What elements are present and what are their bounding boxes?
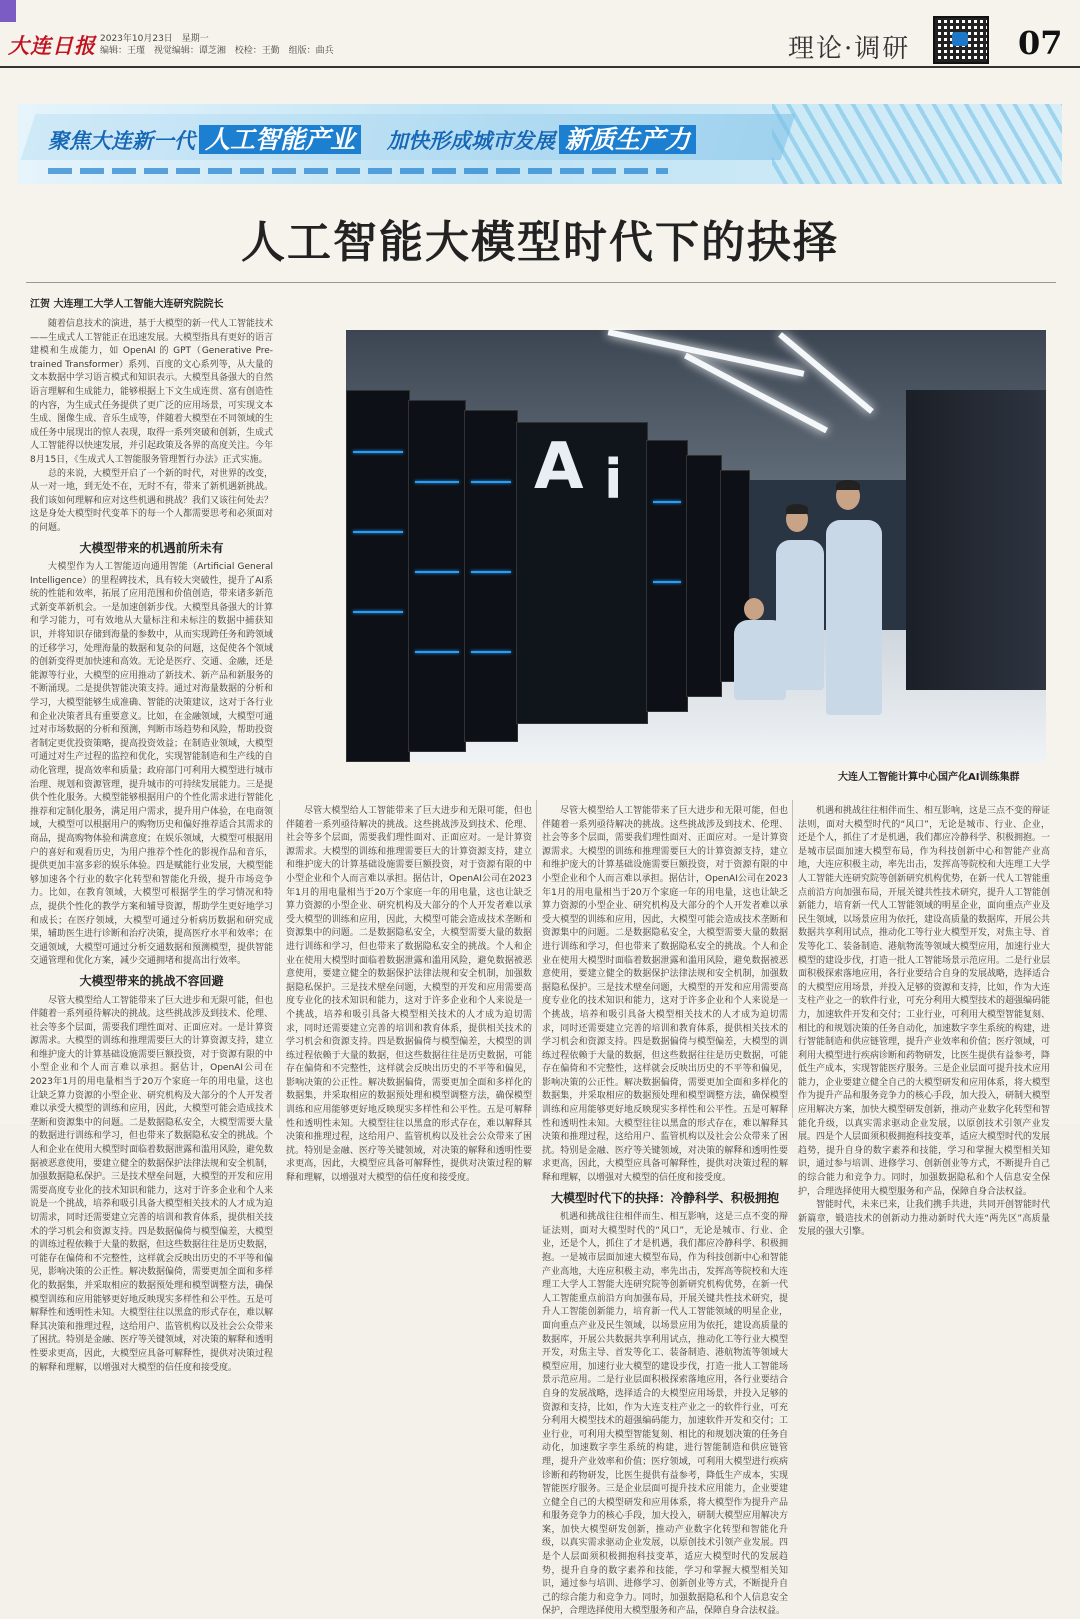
column-divider [536, 800, 537, 1118]
server-rack [346, 390, 410, 762]
article-column-4 [798, 805, 1051, 1238]
banner-part-1: 聚焦大连新一代 [48, 129, 195, 153]
proofreader-credit: 校检：王勤 [234, 46, 280, 56]
banner-text [48, 120, 696, 156]
masthead-rule [0, 66, 1080, 68]
typesetter-credit: 组版：曲兵 [288, 46, 334, 56]
section-1-heading: 大模型带来的机遇前所未有 [79, 540, 224, 555]
server-rack [686, 455, 722, 697]
photo-caption: 大连人工智能计算中心国产化AI训练集群 [838, 772, 1020, 783]
article-byline: 江贺 大连理工大学人工智能大连研究院院长 [30, 299, 224, 310]
article-photo [346, 330, 1046, 762]
column-divider [792, 800, 793, 1118]
masthead [0, 0, 1080, 70]
headline-rule [26, 282, 1056, 283]
server-rack [464, 410, 518, 742]
photo-right-racks [906, 390, 1046, 690]
server-rack [646, 440, 688, 712]
article-headline: 人工智能大模型时代下的抉择 [241, 217, 839, 268]
photo-person-standing [776, 540, 824, 690]
article-column-1 [30, 318, 274, 1373]
section-3-heading: 大模型时代下的抉择：冷静科学、积极拥抱 [550, 1190, 779, 1205]
editor-credits [100, 43, 340, 56]
section-name: 理论·调研 [788, 34, 911, 64]
column-divider [279, 800, 280, 1118]
intro-paragraph: 总的来说，大模型开启了一个新的时代，对世界的改变，从一对一地，到无处不在，无时不有，带来了新机遇新挑战。我们该如何理解和应对这些机遇和挑战？我们又该往何处去？这是身处大模型时代变革下的每一个人都需要思考和必须面对的问题。 [30, 468, 274, 533]
section-1-paragraph: 大模型作为人工智能迈向通用智能（Artificial General Intelligence）的里程碑技术，具有较大突破性，提升了AI系统的性能和效率，拓展了应用范围和价值创造，带来诸多新范式新变革新机会。一是加速创新步伐。大模型具备强大的计算和学习能力，可有效地从大量标注和未标注的数据中捕获知识，并将知识存储到海量的参数中，从而实现跨任务和跨领域的迁移学习，处理海量的数据和复杂的问题，这促使各个领域的创新变得更加快速和高效。无论是医疗、交通、金融，还是能源等行业，大模型的应用推动了新技术、新产品和新服务的不断涌现。二是提供智能决策支持。通过对海量数据的分析和学习，大模型能够生成准确、智能的决策建议，这对于各行业和企业决策者具有重要意义。比如，在金融领域，大模型可通过对市场数据的分析和预测，判断市场趋势和风险，帮助投资者制定更优投资策略，提高投资效益；在制造业领域，大模型可通过对生产过程的监控和优化，实现智能制造和生产线的自动化管理，提高效率和质量；政府部门可利用大模型进行城市治理、规划和资源管理，提升城市的可持续发展能力。三是提供个性化服务。大模型能够根据用户的个性化需求进行智能化推荐和定制化服务，满足用户需求，提升用户体验，在电商领域，大模型可以根据用户的购物历史和偏好推荐适合其需求的商品，提高购物体验和满意度；在娱乐领域，大模型可根据用户的喜好和观看历史，为用户推荐个性化的影视作品和音乐，提供更加丰富多彩的娱乐体验。四是赋能行业发展，大模型能够加速各个行业的数字化转型和智能化升级，提升市场竞争力。比如，在教育领域，大模型可根据学生的学习情况和特点，提供个性化的教学方案和辅导资源，帮助学生更好地学习和成长；在医疗领域，大模型可通过分析病历数据和研究成果，辅助医生进行诊断和治疗决策，提高医疗水平和效率；在交通领域，大模型可通过分析交通数据和预测模型，提供智能交通管理和优化方案，减少交通拥堵和提高出行效率。 [30, 562, 274, 967]
section-2-tail: 尽管大模型给人工智能带来了巨大进步和无限可能，但也伴随着一系列亟待解决的挑战。这些挑战涉及到技术、伦理、社会等多个层面，需要我们理性面对、正面应对。一是计算资源需求。大模型的训练和推理需要巨大的计算资源支持，建立和维护庞大的计算基础设施需要巨额投资，对于资源有限的中小型企业和个人而言难以承担。据估计，OpenAI公司在2023年1月的用电量相当于20万个家庭一年的用电量，这也让缺乏算力资源的小型企业、研究机构及大部分的个人开发者难以承受大模型的训练和应用，因此，大模型可能会造成技术垄断和资源集中的问题。二是数据隐私安全，大模型需要大量的数据进行训练和学习，但也带来了数据隐私安全的挑战。个人和企业在使用大模型时面临着数据泄露和滥用风险，避免数据被恶意使用，要建立健全的数据保护法律法规和安全机制，加强数据隐私保护。三是技术壁垒问题，大模型的开发和应用需要高度专业化的技术知识和能力，这对于许多企业和个人来说是一个挑战，培养和吸引具备大模型相关技术的人才成为迫切需求，同时还需要建立完善的培训和教育体系，提供相关技术的学习机会和资源支持。四是数据偏倚与模型偏差，大模型的训练过程依赖于大量的数据，但这些数据往往是历史数据，可能存在偏倚和不完整性，这样就会反映出历史的不平等和偏见，影响决策的公正性。解决数据偏倚，需要更加全面和多样化的数据集，并采取相应的数据预处理和模型调整方法，确保模型训练和应用能够更好地反映现实多样性和公平性。五是可解释性和透明性未知。大模型往往以黑盒的形式存在，难以解释其决策和推理过程，这给用户、监管机构以及社会公众带来了困扰。特别是金融、医疗等关键领域，对决策的解释和透明性要求更高，因此，大模型应具备可解释性，提供对决策过程的解释和理解，以增强对大模型的信任度和接受度。 [542, 806, 788, 1184]
newspaper-logo: 大连日报 [8, 33, 96, 58]
section-2-heading: 大模型带来的挑战不容回避 [79, 973, 224, 988]
banner-part-3: 加快形成城市发展 [387, 129, 556, 153]
photo-sign-letter: i [604, 448, 623, 511]
page-number: 07 [1018, 24, 1063, 62]
photo-person-standing [826, 520, 882, 715]
section-2-continued: 尽管大模型给人工智能带来了巨大进步和无限可能，但也伴随着一系列亟待解决的挑战。这些挑战涉及到技术、伦理、社会等多个层面，需要我们理性面对、正面应对。一是计算资源需求。大模型的训练和推理需要巨大的计算资源支持，建立和维护庞大的计算基础设施需要巨额投资，对于资源有限的中小型企业和个人而言难以承担。据估计，OpenAI公司在2023年1月的用电量相当于20万个家庭一年的用电量，这也让缺乏算力资源的小型企业、研究机构及大部分的个人开发者难以承受大模型的训练和应用，因此，大模型可能会造成技术垄断和资源集中的问题。二是数据隐私安全，大模型需要大量的数据进行训练和学习，但也带来了数据隐私安全的挑战。个人和企业在使用大模型时面临着数据泄露和滥用风险，避免数据被恶意使用，要建立健全的数据保护法律法规和安全机制，加强数据隐私保护。三是技术壁垒问题，大模型的开发和应用需要高度专业化的技术知识和能力，这对于许多企业和个人来说是一个挑战，培养和吸引具备大模型相关技术的人才成为迫切需求，同时还需要建立完善的培训和教育体系，提供相关技术的学习机会和资源支持。四是数据偏倚与模型偏差，大模型的训练过程依赖于大量的数据，但这些数据往往是历史数据，可能存在偏倚和不完整性，这样就会反映出历史的不平等和偏见，影响决策的公正性。解决数据偏倚，需要更加全面和多样化的数据集，并采取相应的数据预处理和模型调整方法，确保模型训练和应用能够更好地反映现实多样性和公平性。五是可解释性和透明性未知。大模型往往以黑盒的形式存在，难以解释其决策和推理过程，这给用户、监管机构以及社会公众带来了困扰。特别是金融、医疗等关键领域，对决策的解释和透明性要求更高，因此，大模型应具备可解释性，提供对决策过程的解释和理解，以增强对大模型的信任度和接受度。 [286, 806, 532, 1184]
intro-paragraph: 随着信息技术的演进，基于大模型的新一代人工智能技术——生成式人工智能正在迅速发展。大模型指具有更好的语言建模和生成能力，如 OpenAI 的 GPT（Generative Pre-trained Transformer）系列、百度的文心系列等，从大量的文本数据中学习语言模式和知识表示。大模型具备强大的自然语言理解和生成能力，能够根据上下文生成连贯、富有创造性的内容，为生成式任务提供了更广泛的应用场景，可实现文本生成、图像生成、音乐生成等，伴随着大模型在不同领域的生成任务中展现出的惊人表现，取得一系列突破和创新，生成式人工智能得以快速发展，并引起政策及各界的高度关注。今年8月15日，《生成式人工智能服务管理暂行办法》正式实施。 [30, 319, 274, 465]
article-column-2 [286, 805, 532, 1184]
editor-credit: 编辑：王瑾 [100, 46, 146, 56]
banner-bars [48, 168, 668, 174]
server-rack [408, 400, 466, 752]
section-3-continued: 机遇和挑战往往相伴而生、相互影响，这是三点不变的辩证法则，面对大模型时代的“风口”，无论是城市、行业、企业，还是个人，抓住了才是机遇，我们都应冷静科学、积极拥抱。一是城市层面加速大模型布局，作为科技创新中心和智能产业高地，大连应积极主动，率先出击，发挥高等院校和大连理工大学人工智能大连研究院等创新研究机构优势，在新一代人工智能重点前沿方向加强布局，开展关键共性技术研究，提升人工智能创新能力，培育新一代人工智能领域的明星企业，面向重点产业及民生领域，以场景应用为依托，建设高质量的数据库，开展公共数据共享利用试点，推动化工等行业大模型开发，对焦主导、首发等化工、装备制造、港航物流等领域大模型应用，加速行业大模型的建设步伐，打造一批人工智能场景示范应用。二是行业层面积极探索落地应用，各行业要结合自身的发展战略，选择适合的大模型应用场景，并投入足够的资源和支持，比如，作为大连支柱产业之一的软件行业，可充分利用大模型技术的超强编码能力，加速软件开发和交付；工业行业，可利用大模型智能复刻、相比的和规划决策的任务自动化，加速数字孪生系统的构建，进行智能制造和供应链管理，提升产业效率和价值；医疗领域，可利用大模型进行疾病诊断和药物研发，比医生提供有益参考，降低生产成本，实现智能医疗服务。三是企业层面可提升技术应用能力，企业要建立健全自己的大模型研发和应用体系，将大模型作为提升产品和服务竞争力的核心手段，加大投入，研制大模型应用解决方案，加快大模型研发创新，推动产业数字化转型和智能化升级，以真实需求驱动企业发展，以原创技术引领产业发展。四是个人层面须积极拥抱科技变革，适应大模型时代的发展趋势，提升自身的数字素养和技能，学习和掌握大模型相关知识，通过参与培训、进修学习、创新创业等方式，不断提升自己的综合能力和竞争力。同时，加强数据隐私和个人信息安全保护，合理选择使用大模型服务和产品，保障自身合法权益。 [798, 806, 1051, 1197]
closing-paragraph: 智能时代，未来已来，让我们携手共进，共同开创智能时代新篇章，锻造技术的创新动力推动新时代大连“两先区”高质量发展的强大引擎。 [798, 1200, 1051, 1238]
section-3-paragraph: 机遇和挑战往往相伴而生、相互影响，这是三点不变的辩证法则，面对大模型时代的“风口”，无论是城市、行业、企业，还是个人，抓住了才是机遇，我们都应冷静科学、积极拥抱。一是城市层面加速大模型布局，作为科技创新中心和智能产业高地，大连应积极主动，率先出击，发挥高等院校和大连理工大学人工智能大连研究院等创新研究机构优势，在新一代人工智能重点前沿方向加强布局，开展关键共性技术研究，提升人工智能创新能力，培育新一代人工智能领域的明星企业，面向重点产业及民生领域，以场景应用为依托，建设高质量的数据库，开展公共数据共享利用试点，推动化工等行业大模型开发，对焦主导、首发等化工、装备制造、港航物流等领域大模型应用，加速行业大模型的建设步伐，打造一批人工智能场景示范应用。二是行业层面积极探索落地应用，各行业要结合自身的发展战略，选择适合的大模型应用场景，并投入足够的资源和支持，比如，作为大连支柱产业之一的软件行业，可充分利用大模型技术的超强编码能力，加速软件开发和交付；工业行业，可利用大模型智能复刻、相比的和规划决策的任务自动化，加速数字孪生系统的构建，进行智能制造和供应链管理，提升产业效率和价值；医疗领域，可利用大模型进行疾病诊断和药物研发，比医生提供有益参考，降低生产成本，实现智能医疗服务。三是企业层面可提升技术应用能力，企业要建立健全自己的大模型研发和应用体系，将大模型作为提升产品和服务竞争力的核心手段，加大投入，研制大模型应用解决方案，加快大模型研发创新，推动产业数字化转型和智能化升级，以真实需求驱动企业发展，以原创技术引领产业发展。四是个人层面须积极拥抱科技变革，适应大模型时代的发展趋势，提升自身的数字素养和技能，学习和掌握大模型相关知识，通过参与培训、进修学习、创新创业等方式，不断提升自己的综合能力和竞争力。同时，加强数据隐私和个人信息安全保护，合理选择使用大模型服务和产品，保障自身合法权益。 [542, 1212, 788, 1617]
publication-date: 2023年10月23日 [100, 34, 173, 44]
feature-banner [18, 104, 1062, 184]
article-column-3 [542, 805, 788, 1617]
photo-person-hair [786, 504, 808, 514]
section-2-paragraph: 尽管大模型给人工智能带来了巨大进步和无限可能，但也伴随着一系列亟待解决的挑战。这些挑战涉及到技术、伦理、社会等多个层面，需要我们理性面对、正面应对。一是计算资源需求。大模型的训练和推理需要巨大的计算资源支持，建立和维护庞大的计算基础设施需要巨额投资，对于资源有限的中小型企业和个人而言难以承担。据估计，OpenAI公司在2023年1月的用电量相当于20万个家庭一年的用电量，这也让缺乏算力资源的小型企业、研究机构及大部分的个人开发者难以承受大模型的训练和应用，因此，大模型可能会造成技术垄断和资源集中的问题。二是数据隐私安全，大模型需要大量的数据进行训练和学习，但也带来了数据隐私安全的挑战。个人和企业在使用大模型时面临着数据泄露和滥用风险，避免数据被恶意使用，要建立健全的数据保护法律法规和安全机制，加强数据隐私保护。三是技术壁垒问题，大模型的开发和应用需要高度专业化的技术知识和能力，这对于许多企业和个人来说是一个挑战，培养和吸引具备大模型相关技术的人才成为迫切需求，同时还需要建立完善的培训和教育体系，提供相关技术的学习机会和资源支持。四是数据偏倚与模型偏差，大模型的训练过程依赖于大量的数据，但这些数据往往是历史数据，可能存在偏倚和不完整性，这样就会反映出历史的不平等和偏见，影响决策的公正性。解决数据偏倚，需要更加全面和多样化的数据集，并采取相应的数据预处理和模型调整方法，确保模型训练和应用能够更好地反映现实多样性和公平性。五是可解释性和透明性未知。大模型往往以黑盒的形式存在，难以解释其决策和推理过程，这给用户、监管机构以及社会公众带来了困扰。特别是金融、医疗等关键领域，对决策的解释和透明性要求更高，因此，大模型应具备可解释性，提供对决策过程的解释和理解，以增强对大模型的信任度和接受度。 [30, 995, 274, 1373]
visual-editor-credit: 视觉编辑：谭芝湘 [153, 46, 226, 56]
qr-badge-icon [952, 32, 968, 46]
photo-person-hair [836, 480, 860, 490]
banner-part-2: 人工智能产业 [199, 125, 361, 154]
banner-stripes [772, 104, 1062, 184]
photo-sign-letter: A [534, 430, 584, 504]
photo-person-head [744, 598, 764, 620]
weekday: 星期一 [181, 34, 209, 44]
banner-part-4: 新质生产力 [559, 125, 696, 154]
